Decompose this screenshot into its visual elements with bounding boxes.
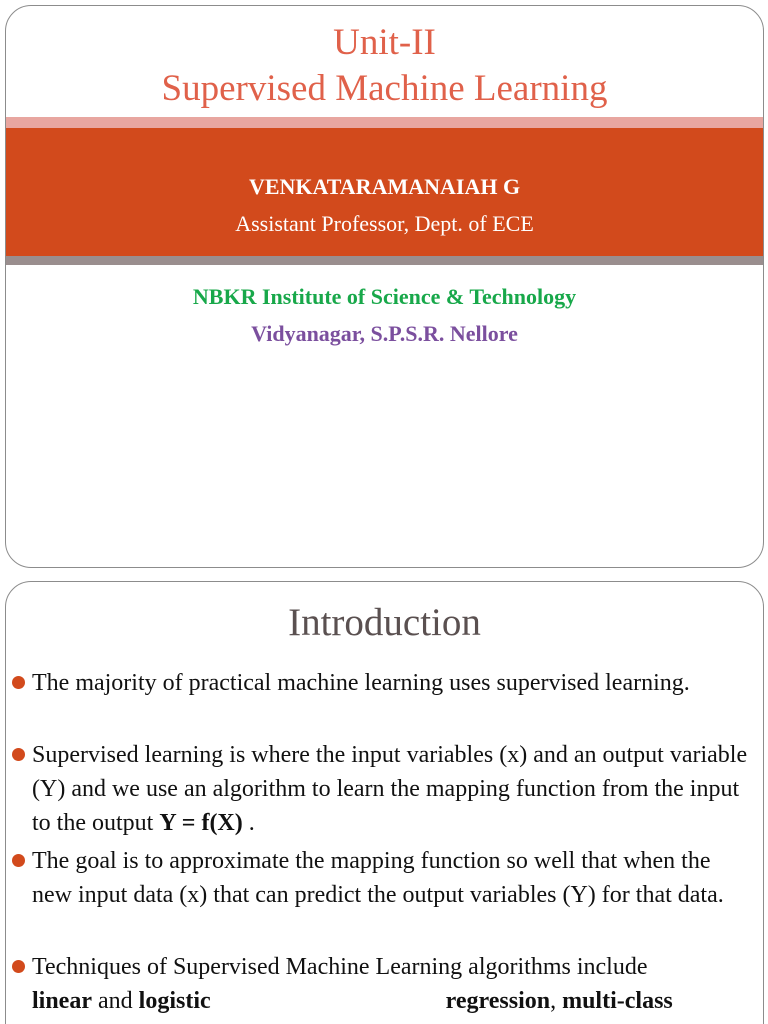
bullet-dot-icon (12, 748, 25, 761)
term-multi-class: multi-class (562, 988, 673, 1014)
bullet-dot-icon (12, 676, 25, 689)
institute-location: Vidyanagar, S.P.S.R. Nellore (251, 321, 518, 346)
bullet-text-and: and (92, 988, 139, 1014)
slide-title (6, 20, 763, 112)
bullet-item (32, 844, 752, 912)
bullet-item (32, 950, 752, 1018)
grey-divider-band (6, 256, 763, 265)
term-logistic: logistic (138, 988, 211, 1014)
bullet-text: The goal is to approximate the mapping function so well that when the new input data (x) that can predict the output variables (Y) for that data. (32, 848, 724, 908)
bullet-text: Techniques of Supervised Machine Learning algorithms include (32, 954, 648, 980)
bullet-text-end: . (242, 810, 255, 836)
title-slide (5, 5, 764, 568)
bullet-item (32, 666, 752, 700)
subject-title: Supervised Machine Learning (161, 68, 608, 109)
bullet-text: The majority of practical machine learning uses supervised learning. (32, 670, 690, 696)
term-regression: regression (445, 988, 551, 1014)
bullet-text: Supervised learning is where the input variables (x) and an output variable (Y) and we use an algorithm to learn the mapping function from the input to the output (32, 742, 748, 836)
unit-title: Unit-II (333, 22, 436, 63)
bullet-dot-icon (12, 854, 25, 867)
author-name: VENKATARAMANAIAH G (248, 174, 521, 199)
bullet-text-comma: , (550, 988, 563, 1014)
introduction-slide (5, 581, 764, 1024)
institute-name: NBKR Institute of Science & Technology (192, 284, 577, 309)
mapping-formula: Y = f(X) (159, 810, 243, 836)
introduction-title: Introduction (288, 601, 481, 644)
bullet-dot-icon (12, 960, 25, 973)
term-linear: linear (32, 988, 92, 1014)
pink-divider-band (6, 117, 763, 128)
bullet-item (32, 738, 752, 840)
author-role: Assistant Professor, Dept. of ECE (235, 211, 534, 236)
